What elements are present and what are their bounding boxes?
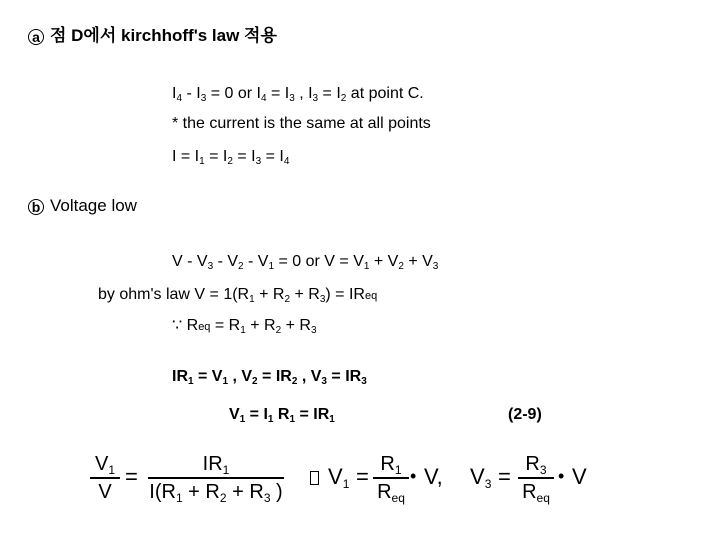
section-b-heading	[28, 196, 137, 216]
v3-label: $V_3$	[470, 464, 492, 491]
fraction-r3-over-req: $R_3$ $R_{eq}$	[518, 452, 554, 504]
fraction-ir1-over-series: $IR_1$ $I(R_1 + R_2 + R_3$ )	[149, 453, 283, 505]
section-b-heading-text: Voltage low	[50, 196, 137, 215]
voltage-divider-formula	[90, 452, 630, 512]
section-a-heading-text: 점 D에서 kirchhoff's law 적용	[50, 26, 277, 45]
equals-sign: =	[356, 464, 369, 489]
ohms-law-line: by ohm's law $V = 1(R_1 + R_2 + R_3)$ = IReq	[98, 286, 378, 305]
v1-label: $V_1$	[328, 464, 350, 491]
kirchhoff-equation-line: $I_4 - I_3 = 0$ or $I_4 = I_3$ , $I_3 = I_2$ at point C.	[172, 85, 424, 104]
missing-glyph-icon	[310, 471, 319, 485]
fraction-v1-over-v: $V_1$ V	[90, 452, 120, 504]
voltage-law-line: $V - V_3 - V_2 - V_1 = 0$ or $V = V_1 + V_2 + V_3$	[172, 253, 439, 272]
current-equality-line: $I = I_1 = I_2 = I_3 = I_4$	[172, 148, 290, 167]
equals-sign: =	[125, 464, 138, 489]
equation-number: (2-9)	[508, 406, 542, 423]
fraction-r1-over-req: $R_1$ $R_{eq}$	[373, 452, 409, 504]
v1-equation-line: $V_1 = I_1$ $R_1 = IR_1$	[229, 406, 335, 425]
circled-b-marker: b	[28, 199, 44, 215]
v-symbol: V,	[424, 464, 443, 489]
multiply-dot: •	[558, 466, 565, 486]
ir-voltage-line: $IR_1 = V_1$ , $V_2 = IR_2$ , $V_3 = IR_3$	[172, 368, 367, 387]
equals-sign: =	[498, 464, 511, 489]
multiply-dot: •	[410, 466, 417, 486]
equivalent-resistance-line: ∵ Req = $R_1 + R_2 + R_3$	[172, 317, 317, 336]
section-a-heading	[28, 26, 277, 46]
circled-a-marker: a	[28, 29, 44, 45]
current-note-line: * the current is the same at all points	[172, 115, 431, 132]
v-symbol: V	[572, 464, 587, 489]
